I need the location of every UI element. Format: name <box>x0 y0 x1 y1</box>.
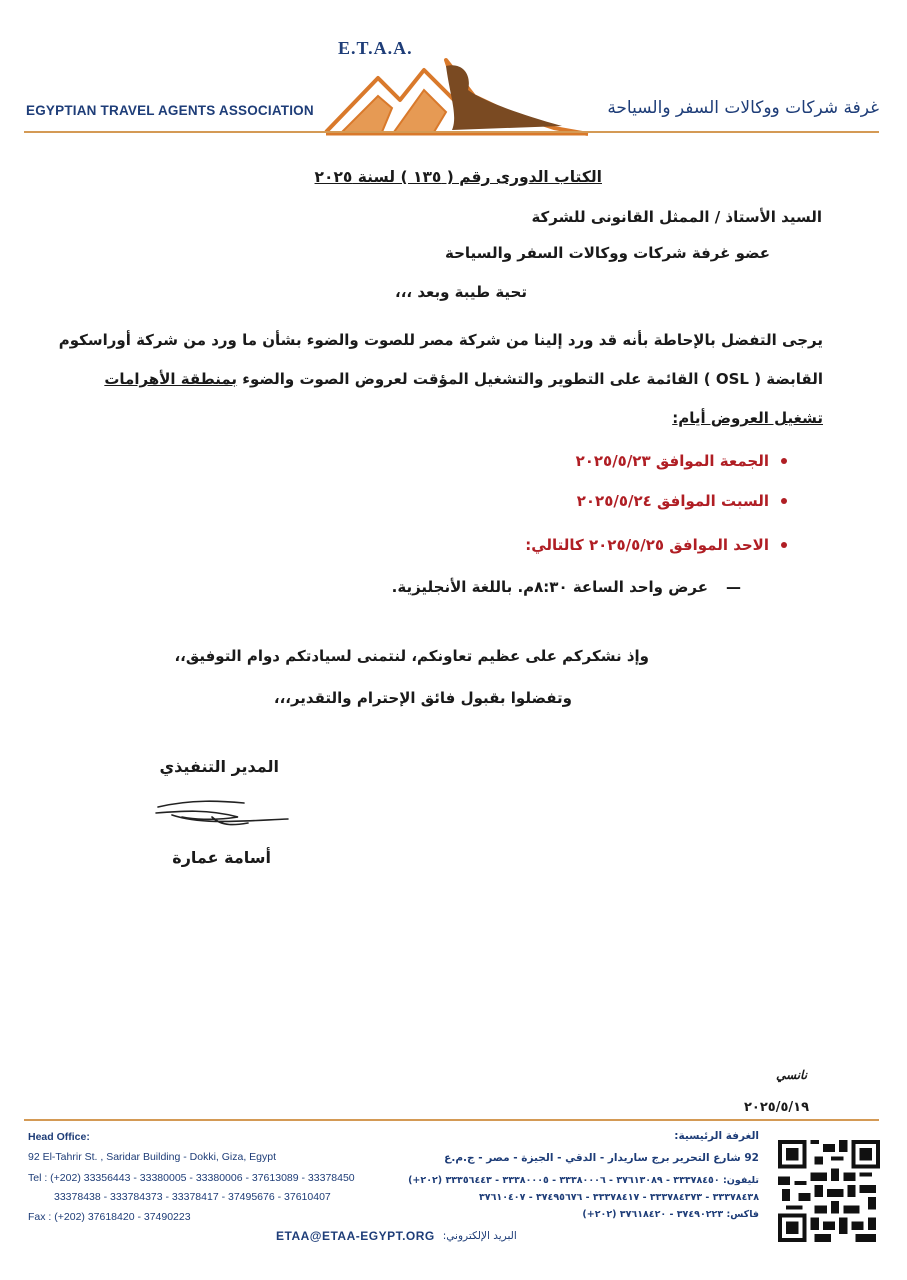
signatory-title: المدير التنفيذي <box>159 757 279 776</box>
bullet-icon <box>781 498 787 504</box>
initials: نانسي <box>776 1068 808 1082</box>
tel-ar: تليفون: ٣٣٣٧٨٤٥٠ - ٣٧٦١٣٠٨٩ - ٣٣٣٨٠٠٠٦ - ٣٣٣٨٠٠٠٥ - ٣٣٣٥٦٤٤٣ (٢٠٢+) <box>408 1175 759 1186</box>
show-detail: عرض واحد الساعة ٨:٣٠م. باللغة الأنجليزية. <box>391 578 708 596</box>
day-3: الاحد الموافق ٢٠٢٥/٥/٢٥ كالتالي: <box>525 536 769 554</box>
letter-title: الكتاب الدورى رقم ( ١٣٥ ) لسنة ٢٠٢٥ <box>314 168 602 186</box>
letter-date: ٢٠٢٥/٥/١٩ <box>744 1100 810 1115</box>
address-en: 92 El-Tahrir St. , Saridar Building - Dokki, Giza, Egypt <box>28 1151 277 1163</box>
bullet-icon <box>781 458 787 464</box>
greeting: تحية طيبة وبعد ،،، <box>395 283 527 301</box>
bullet-icon <box>781 542 787 548</box>
tel-en-1: Tel : (+202) 33356443 - 33380005 - 33380006 - 37613089 - 33378450 <box>28 1172 355 1184</box>
list-item <box>576 452 787 470</box>
qr-code-icon[interactable] <box>778 1139 880 1243</box>
footer-divider <box>24 1119 879 1121</box>
tel-ar-2: ٣٣٣٧٨٤٣٨ - ٣٣٣٧٨٤٣٧٣ - ٣٣٣٧٨٤١٧ - ٣٧٤٩٥٦٧٦ - ٣٧٦١٠٤٠٧ <box>479 1192 759 1203</box>
header-divider <box>24 131 879 133</box>
list-item <box>525 536 787 554</box>
dash-icon: — <box>726 578 741 596</box>
address-ar: 92 شارع التحرير برج ساريدار - الدقي - الجيزة - مصر - ج.م.ع <box>444 1152 759 1164</box>
signature-image <box>152 795 292 835</box>
paragraph-line-3: تشغيل العروض أيام: <box>672 409 823 427</box>
tel-en-2: 33378438 - 333784373 - 33378417 - 37495676 - 37610407 <box>54 1191 331 1203</box>
addressee-line-2: عضو غرفة شركات ووكالات السفر والسياحة <box>445 244 770 262</box>
email-label-ar: البريد الإلكتروني: <box>442 1230 517 1242</box>
pyramids-logo-icon <box>322 56 592 138</box>
closing-line-2: وتفضلوا بقبول فائق الإحترام والتقدير،،، <box>273 689 572 707</box>
fax-ar: فاكس: ٣٧٤٩٠٢٢٣ - ٣٧٦١٨٤٢٠ (٢٠٢+) <box>582 1209 759 1220</box>
list-item <box>577 492 787 510</box>
association-name-en: EGYPTIAN TRAVEL AGENTS ASSOCIATION <box>26 103 314 118</box>
addressee-line-1: السيد الأستاذ / الممثل القانونى للشركة <box>531 208 822 226</box>
pyramids-area-text: بمنطقة الأهرامات <box>104 370 238 388</box>
email-row <box>276 1229 517 1243</box>
show-detail-item <box>392 578 741 596</box>
closing-line-1: وإذ نشكركم على عظيم تعاونكم، لنتمنى لسيادتكم دوام التوفيق،، <box>174 647 649 665</box>
day-2: السبت الموافق ٢٠٢٥/٥/٢٤ <box>576 492 769 510</box>
head-office-label: Head Office: <box>28 1131 90 1143</box>
paragraph-line-1: يرجى التفضل بالإحاطة بأنه قد ورد إلينا من شركة مصر للصوت والضوء بشأن ما ورد من شركة أوراسكوم <box>58 331 823 349</box>
fax-en: Fax : (+202) 37618420 - 37490223 <box>28 1211 191 1223</box>
signatory-name: أسامة عمارة <box>172 848 271 867</box>
paragraph-line-2-text: القابضة ( OSL ) القائمة على التطوير والتشغيل المؤقت لعروض الصوت والضوء <box>237 370 823 388</box>
day-1: الجمعة الموافق ٢٠٢٥/٥/٢٣ <box>575 452 769 470</box>
paragraph-line-2 <box>104 370 823 388</box>
association-name-ar: غرفة شركات ووكالات السفر والسياحة <box>607 98 879 118</box>
logo-acronym: E.T.A.A. <box>338 38 413 58</box>
email-link[interactable]: ETAA@ETAA-EGYPT.ORG <box>276 1229 435 1243</box>
head-office-label-ar: الغرفة الرئيسية: <box>674 1130 759 1142</box>
